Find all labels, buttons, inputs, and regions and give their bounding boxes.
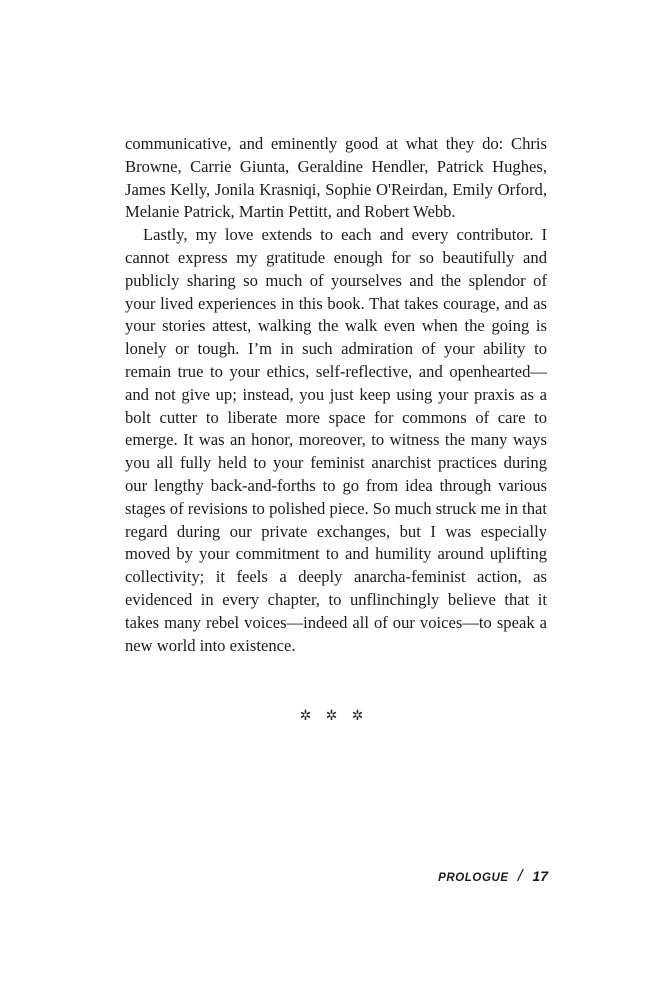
page-number: 17 [532,868,548,884]
section-break-ornament [0,708,663,724]
paragraph-acknowledgment-contributors: Lastly, my love extends to each and every contributor. I cannot express my gratitude enough for so beautifully and publicly sharing so much of yourselves and the splendor of your lived experiences in this book. That takes courage, and as your stories attest, walking the walk even when the going is lonely or tough. I’m in such admiration of your ability to remain true to your ethics, self-reflective, and openhearted—and not give up; instead, you just keep using your praxis as a bolt cutter to liberate more space for commons of care to emerge. It was an honor, moreover, to witness the many ways you all fully held to your feminist anarchist practices during our lengthy back-and-forths to go from idea through various stages of revisions to polished piece. So much struck me in that regard during our private exchanges, but I was especially moved by your commitment to and humility around uplifting collectivity; it feels a deeply anarcha-feminist action, as evidenced in every chapter, to unflinchingly believe that it takes many rebel voices—indeed all of our voices—to speak a new world into existence. [125,225,547,655]
paragraph-continuation: communicative, and eminently good at what they do: Chris Browne, Carrie Giunta, Geraldine Hendler, Patrick Hughes, James Kelly, Jonila Krasniqi, Sophie O'Reirdan, Emily Orford, Melanie Patrick, Martin Pettitt, and Robert Webb. [125,134,547,222]
asterism-star-icon: ✲ [325,708,338,724]
running-head: PROLOGUE [438,872,509,884]
page-footer [438,866,548,886]
footer-separator: / [517,866,523,885]
asterism-star-icon: ✲ [351,708,364,724]
body-text [125,133,547,657]
asterism-star-icon: ✲ [299,708,312,724]
